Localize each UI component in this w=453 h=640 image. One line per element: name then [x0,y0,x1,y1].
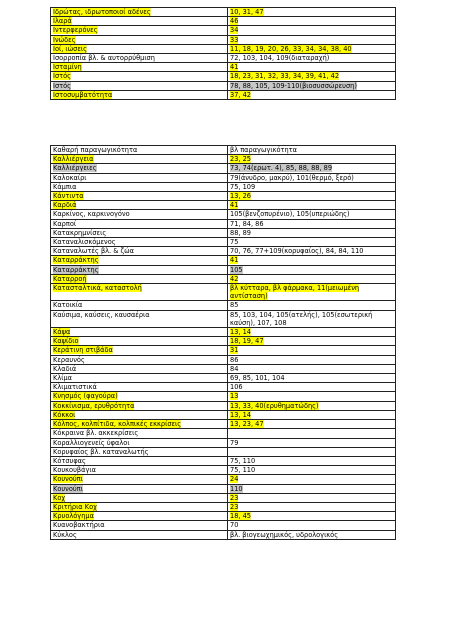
index-row [51,247,396,256]
index-page-refs-text: 23 [230,502,239,511]
index-page-refs [228,274,396,283]
index-term-text: Κοκκίνισμα, ερυθρότητα [53,401,135,410]
index-page-refs-text: 41 [230,63,239,72]
index-row [51,301,396,310]
index-page-refs [228,219,396,228]
index-page-refs-text: 84 [230,364,239,373]
index-row [51,530,396,539]
index-term-text: Ιντερφερόνες [53,26,98,35]
index-row [51,364,396,373]
index-page-refs-text: 70, 76, 77+109(κορυφαίος), 84, 84, 110 [230,247,364,256]
index-page-refs [228,456,396,465]
index-term-text: Ιδρώτας, ιδρωτοποιοί αδένες [53,8,151,16]
index-row [51,192,396,201]
index-term-text: Κοραλλιογενείς ύφαλοι [53,438,130,447]
index-term-text: Καρκίνος, καρκινογόνο [53,210,130,219]
index-row [51,173,396,182]
index-row [51,54,396,63]
index-term [51,63,228,72]
index-page-refs [228,210,396,219]
index-term [51,247,228,256]
index-term-text: Καρποί [53,219,77,228]
index-term-text: Κάμπια [53,182,77,191]
index-page-refs-text: 13, 14 [230,328,251,337]
index-row [51,392,396,401]
index-page-refs-text: 41 [230,256,239,265]
index-row [51,90,396,99]
index-page-refs [228,530,396,539]
index-term [51,328,228,337]
index-page-refs [228,35,396,44]
index-page-refs [228,247,396,256]
index-row [51,146,396,155]
index-term-text: Καταρράκτης [53,256,99,265]
index-page-refs-text: 34 [230,26,239,35]
index-page-refs-text: 71, 84, 86 [230,219,264,228]
index-term [51,301,228,310]
index-page-refs [228,502,396,511]
index-term [51,146,228,155]
index-term-text: Καταναλισκόμενος [53,238,116,247]
index-row [51,447,396,456]
index-term-text: Κλιματιστικά [53,383,97,392]
index-row [51,328,396,337]
index-term-text: Καταναλωτές βλ. & ζώα [53,247,134,256]
index-term-text: Κεράτινη στιβάδα [53,346,113,355]
index-page-refs [228,238,396,247]
index-row [51,337,396,346]
index-page-refs-text: 10, 31, 47 [230,8,264,16]
index-term [51,429,228,438]
index-row [51,8,396,17]
index-term-text: Κνησμός (φαγούρα) [53,392,118,401]
index-term-text: Κατακρημνίσεις [53,228,107,237]
index-page-refs [228,155,396,164]
index-term [51,238,228,247]
index-term [51,26,228,35]
index-page-refs [228,72,396,81]
index-page-refs [228,228,396,237]
index-page-refs-text: 75, 109 [230,182,256,191]
index-term-text: Καύσιμα, καύσεις, καυσαέρια [53,310,150,319]
index-page-refs-text: 79(άνυδρο, μακρύ), 101(θερμό, ξερό) [230,173,354,182]
index-term-text: Ιλαρά [53,17,72,26]
index-row [51,310,396,327]
index-row [51,401,396,410]
index-page-refs [228,521,396,530]
index-page-refs-text: 85, 103, 104, 105(ατελής), 105(εσωτερική καύση), 107, 108 [230,310,373,327]
index-term-text: Καθαρή παραγωγικότητα [53,146,138,154]
index-page-refs [228,447,396,456]
index-term-text: Κοχ [53,493,66,502]
index-term-text: Κάντιντα [53,192,84,201]
index-page-refs-text: 18, 45 [230,512,251,521]
index-page-refs-text: 46 [230,17,239,26]
index-term-text: Καταρράκτης [53,265,99,274]
index-page-refs [228,374,396,383]
index-term [51,512,228,521]
index-page-refs-text: βλ κύτταρα, βλ φάρμακα, 11(μειωμένη αντίσταση) [230,284,360,301]
index-term-text: Κρυολόγημα [53,512,94,521]
index-term [51,182,228,191]
index-page-refs-text: 85 [230,301,239,310]
index-page-refs [228,410,396,419]
index-term-text: Κύκλος [53,530,77,539]
index-term-text: Καλλιέργεια [53,155,94,164]
index-term [51,265,228,274]
index-page-refs [228,8,396,17]
index-row [51,475,396,484]
index-term [51,219,228,228]
index-page-refs [228,164,396,173]
index-term [51,466,228,475]
index-page-refs-text: 13, 33, 40(ερυθηματώδης) [230,401,319,410]
index-page-refs-text: 110 [230,484,243,493]
index-page-refs [228,346,396,355]
index-term [51,72,228,81]
index-row [51,346,396,355]
index-term [51,355,228,364]
index-term-text: Κόκκοι [53,410,76,419]
index-page-refs [228,301,396,310]
index-row [51,466,396,475]
index-page-refs-text: 79 [230,438,239,447]
index-term [51,346,228,355]
index-row [51,521,396,530]
index-term-text: Κόκραινα βλ. ακκεκρίσεις [53,429,139,438]
index-page-refs-text: 70 [230,521,239,530]
index-page-refs [228,90,396,99]
index-row [51,238,396,247]
index-term-text: Ιστός [53,81,71,90]
index-term-text: Καταρροή [53,274,87,283]
index-term [51,192,228,201]
index-term-text: Κουνούπι [53,484,83,493]
index-term [51,210,228,219]
index-page-refs [228,512,396,521]
index-row [51,284,396,301]
index-term [51,44,228,53]
index-term [51,8,228,17]
index-term-text: Κλαδιά [53,364,77,373]
index-page-refs-text: 24 [230,475,239,484]
index-term [51,392,228,401]
index-term [51,475,228,484]
index-page-refs [228,17,396,26]
index-table-iota [50,7,396,100]
index-term-text: Ιοί, ιώσεις [53,44,87,53]
index-page-refs-text: 13, 23, 47 [230,420,264,429]
index-term [51,530,228,539]
index-row [51,35,396,44]
index-page-refs [228,265,396,274]
index-page-refs-text: βλ. βιογεωχημικός, υδρολογικός [230,530,339,539]
index-page-refs [228,466,396,475]
index-term [51,284,228,301]
index-term [51,173,228,182]
index-table-kappa [50,145,396,540]
index-row [51,383,396,392]
index-page-refs-text: 23, 25 [230,155,251,164]
index-term-text: Κουνούπι [53,475,83,484]
index-row [51,420,396,429]
index-row [51,410,396,419]
index-term [51,484,228,493]
index-row [51,438,396,447]
index-row [51,72,396,81]
index-row [51,63,396,72]
index-page-refs-text: 13, 26 [230,192,251,201]
index-term [51,90,228,99]
index-term-text: Ιστοσυμβατότητα [53,90,113,99]
index-page-refs-text: 69, 85, 101, 104 [230,374,285,383]
index-term-text: Κόλπος, κολπίτιδα, κολπικές εκκρίσεις [53,420,182,429]
index-term [51,364,228,373]
index-term-text: Κεραυνός [53,355,85,364]
index-page-refs-text: 106 [230,383,243,392]
index-term-text: Κουκουβάγια [53,466,96,475]
index-term-text: Κάψα [53,328,71,337]
index-row [51,155,396,164]
index-page-refs [228,401,396,410]
index-page-refs [228,429,396,438]
index-page-refs-text: 88, 89 [230,228,251,237]
index-page-refs [228,392,396,401]
index-term-text: Κατοικία [53,301,83,310]
index-term-text: Καλλιέργειες [53,164,97,173]
index-term [51,374,228,383]
index-page-refs [228,475,396,484]
index-term [51,256,228,265]
index-term [51,401,228,410]
index-page-refs-text: 13 [230,392,239,401]
index-term [51,81,228,90]
index-term [51,274,228,283]
index-page-refs [228,256,396,265]
index-page-refs [228,63,396,72]
index-term-text: Κριτήρια Κοχ [53,502,97,511]
index-row [51,182,396,191]
index-row [51,201,396,210]
index-row [51,456,396,465]
index-page-refs [228,364,396,373]
index-row [51,355,396,364]
index-term-text: Ινώδες [53,35,76,44]
index-page-refs [228,26,396,35]
index-term [51,54,228,63]
index-page-refs-text: 86 [230,355,239,364]
index-term [51,155,228,164]
index-page-refs [228,192,396,201]
index-term [51,337,228,346]
index-row [51,512,396,521]
index-row [51,493,396,502]
index-page-refs [228,420,396,429]
index-page-refs-text: 72, 103, 104, 109(διαταραχή) [230,54,330,63]
index-page-refs-text: 42 [230,274,239,283]
index-page-refs-text: 73, 74(ερωτ. 4), 85, 88, 88, 89 [230,164,333,173]
index-term [51,35,228,44]
index-row [51,484,396,493]
index-term-text: Κατασταλτικά, καταστολή [53,284,142,293]
index-page-refs [228,146,396,155]
index-term-text: Καλοκαίρι [53,173,87,182]
index-page-refs [228,54,396,63]
index-term [51,410,228,419]
index-page-refs-text: 75, 110 [230,466,256,475]
index-page-refs [228,484,396,493]
index-row [51,374,396,383]
index-page-refs [228,438,396,447]
index-page-refs [228,44,396,53]
index-term [51,228,228,237]
index-page-refs-text: 78, 88, 105, 109-110(βιοσυσσώρευση) [230,81,357,90]
index-page-refs-text: 75, 110 [230,456,256,465]
index-term [51,456,228,465]
index-page-refs-text: 33 [230,35,239,44]
index-row [51,429,396,438]
index-term [51,438,228,447]
index-row [51,256,396,265]
index-row [51,502,396,511]
index-page-refs [228,310,396,327]
index-page-refs-text: 105(βενζοπυρένιο), 105(υπεριώδης) [230,210,350,219]
index-page-refs-text: 13, 14 [230,410,251,419]
index-page-refs [228,284,396,301]
index-page-refs [228,182,396,191]
index-page-refs-text: 18, 19, 47 [230,337,264,346]
index-page-refs-text: 11, 18, 19, 20, 26, 33, 34, 34, 38, 40 [230,44,352,53]
index-row [51,17,396,26]
index-term [51,502,228,511]
index-term-text: Καψίδιο [53,337,79,346]
index-page-refs-text: 41 [230,201,239,210]
index-term-text: Κυανοβακτήρια [53,521,105,530]
index-term-text: Ισταμίνη [53,63,82,72]
index-row [51,274,396,283]
index-page-refs [228,493,396,502]
index-row [51,228,396,237]
index-page-refs [228,328,396,337]
index-page-refs [228,355,396,364]
index-row [51,210,396,219]
index-term [51,420,228,429]
index-term-text: Καρδιά [53,201,77,210]
index-page-refs-text: βλ παραγωγικότητα [230,146,297,154]
index-term [51,493,228,502]
index-term [51,201,228,210]
index-row [51,219,396,228]
index-page-refs [228,173,396,182]
index-term-text: Ισορροπία βλ. & αυτορρύθμιση [53,54,155,63]
index-page-refs-text: 31 [230,346,239,355]
index-term [51,310,228,327]
index-page-refs-text: 75 [230,238,239,247]
index-row [51,164,396,173]
index-page-refs-text: 105 [230,265,243,274]
index-page-refs-text: 18, 23, 31, 32, 33, 34, 39, 41, 42 [230,72,340,81]
index-term [51,383,228,392]
index-row [51,81,396,90]
index-row [51,44,396,53]
index-term-text: Κλίμα [53,374,72,383]
index-term-text: Κότσυφας [53,456,86,465]
index-term [51,447,228,456]
index-term [51,17,228,26]
index-row [51,265,396,274]
index-row [51,26,396,35]
index-page-refs [228,337,396,346]
index-page-refs [228,201,396,210]
index-term-text: Κορυφαίος βλ. καταναλωτής [53,447,149,456]
index-page-refs [228,383,396,392]
index-term [51,521,228,530]
index-term [51,164,228,173]
index-page-refs-text: 37, 42 [230,90,251,99]
index-page-refs [228,81,396,90]
index-term-text: Ιστός [53,72,71,81]
index-page-refs-text: 23 [230,493,239,502]
